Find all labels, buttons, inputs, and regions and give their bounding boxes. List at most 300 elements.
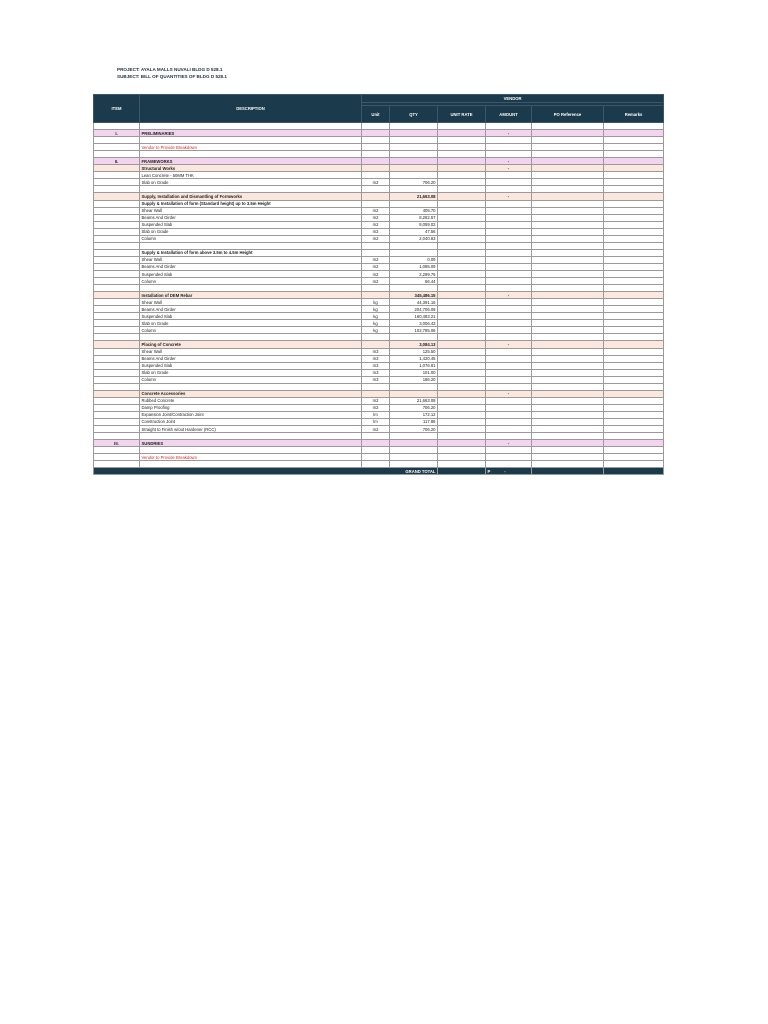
qty-cell	[390, 144, 438, 151]
unit-rate-cell	[438, 228, 486, 235]
po-reference-cell	[532, 207, 604, 214]
remarks-cell	[604, 341, 664, 348]
remarks-cell	[604, 390, 664, 397]
unit-rate-cell	[438, 130, 486, 137]
amount-cell: -	[486, 440, 532, 447]
qty-cell	[390, 390, 438, 397]
qty-cell	[390, 249, 438, 256]
qty-cell: 8,262.57	[390, 214, 438, 221]
amount-cell	[486, 348, 532, 355]
qty-cell	[390, 158, 438, 165]
item-cell	[94, 249, 140, 256]
unit-rate-cell	[438, 235, 486, 242]
document-header	[117, 67, 227, 80]
amount-cell: -	[486, 341, 532, 348]
unit-cell	[362, 433, 390, 440]
unit-cell: kg	[362, 327, 390, 334]
po-reference-cell	[532, 454, 604, 461]
description-cell: Column	[140, 235, 362, 242]
amount-cell	[486, 383, 532, 390]
qty-cell: 56.44	[390, 278, 438, 285]
po-reference-cell	[532, 123, 604, 130]
table-row	[94, 207, 664, 214]
amount-cell	[486, 137, 532, 144]
item-cell	[94, 327, 140, 334]
description-cell: Shear Wall	[140, 256, 362, 263]
unit-rate-cell	[438, 461, 486, 468]
po-reference-cell	[532, 228, 604, 235]
remarks-cell	[604, 285, 664, 292]
unit-cell: m3	[362, 348, 390, 355]
amount-cell: -	[486, 193, 532, 200]
unit-rate-cell	[438, 123, 486, 130]
table-row	[94, 376, 664, 383]
item-cell	[94, 418, 140, 425]
table-row	[94, 200, 664, 207]
blank-row	[94, 186, 664, 193]
description-cell: Beams And Girder	[140, 355, 362, 362]
grand-total-currency: P	[487, 468, 491, 474]
unit-cell: m3	[362, 362, 390, 369]
unit-cell	[362, 144, 390, 151]
unit-cell: m2	[362, 426, 390, 433]
amount-cell	[486, 320, 532, 327]
unit-cell	[362, 285, 390, 292]
description-cell: Suspended Slab	[140, 362, 362, 369]
unit-rate-cell	[438, 313, 486, 320]
remarks-cell	[604, 440, 664, 447]
item-cell	[94, 334, 140, 341]
item-cell	[94, 320, 140, 327]
amount-cell	[486, 200, 532, 207]
unit-cell	[362, 383, 390, 390]
po-reference-cell	[532, 235, 604, 242]
po-reference-cell	[532, 285, 604, 292]
po-reference-cell	[532, 313, 604, 320]
amount-cell	[486, 123, 532, 130]
item-cell	[94, 313, 140, 320]
grand-total-po-cell	[532, 468, 604, 475]
remarks-cell	[604, 151, 664, 158]
item-cell	[94, 433, 140, 440]
qty-cell	[390, 200, 438, 207]
remarks-cell	[604, 228, 664, 235]
po-reference-cell	[532, 306, 604, 313]
unit-cell: m2	[362, 404, 390, 411]
table-row	[94, 144, 664, 151]
qty-cell	[390, 242, 438, 249]
qty-cell: 101.00	[390, 369, 438, 376]
remarks-cell	[604, 158, 664, 165]
qty-cell: 3,006.43	[390, 320, 438, 327]
table-row	[94, 362, 664, 369]
item-cell	[94, 186, 140, 193]
table-body	[94, 123, 664, 468]
description-cell: Lean Concrete - 50MM THK	[140, 172, 362, 179]
unit-rate-cell	[438, 362, 486, 369]
item-cell	[94, 214, 140, 221]
unit-cell: m2	[362, 214, 390, 221]
po-reference-cell	[532, 137, 604, 144]
qty-cell: 1,420.45	[390, 355, 438, 362]
remarks-cell	[604, 292, 664, 299]
table-row	[94, 306, 664, 313]
amount-cell	[486, 404, 532, 411]
grand-total-label: GRAND TOTAL	[94, 468, 438, 475]
remarks-cell	[604, 404, 664, 411]
item-cell	[94, 426, 140, 433]
table-row	[94, 426, 664, 433]
amount-cell	[486, 186, 532, 193]
unit-rate-cell	[438, 193, 486, 200]
po-reference-cell	[532, 369, 604, 376]
unit-cell: kg	[362, 320, 390, 327]
description-cell: Installation of DEM Rebar	[140, 292, 362, 299]
description-cell: Expansion Joint/Contraction Joint	[140, 411, 362, 418]
unit-cell	[362, 200, 390, 207]
qty-cell: 1,085.09	[390, 263, 438, 270]
remarks-cell	[604, 242, 664, 249]
po-reference-cell	[532, 278, 604, 285]
description-cell: Supply, Installation and Dismantling of Formworks	[140, 193, 362, 200]
description-cell: Slab on Grade	[140, 369, 362, 376]
blank-row	[94, 461, 664, 468]
item-cell	[94, 376, 140, 383]
remarks-cell	[604, 306, 664, 313]
qty-cell: 21,663.08	[390, 397, 438, 404]
remarks-cell	[604, 327, 664, 334]
description-cell: Beams And Girder	[140, 306, 362, 313]
po-reference-cell	[532, 397, 604, 404]
unit-cell: m2	[362, 207, 390, 214]
description-cell: PRELIMINARIES	[140, 130, 362, 137]
blank-row	[94, 433, 664, 440]
unit-cell: m2	[362, 256, 390, 263]
remarks-cell	[604, 369, 664, 376]
item-cell	[94, 341, 140, 348]
remarks-cell	[604, 376, 664, 383]
po-reference-cell	[532, 158, 604, 165]
po-reference-cell	[532, 270, 604, 277]
item-cell	[94, 207, 140, 214]
remarks-cell	[604, 270, 664, 277]
table-row	[94, 278, 664, 285]
unit-rate-cell	[438, 263, 486, 270]
unit-cell	[362, 447, 390, 454]
table-row	[94, 348, 664, 355]
description-cell: Slab on Grade	[140, 228, 362, 235]
description-cell	[140, 447, 362, 454]
amount-cell	[486, 426, 532, 433]
po-reference-cell	[532, 433, 604, 440]
amount-cell	[486, 235, 532, 242]
unit-rate-cell	[438, 165, 486, 172]
blank-row	[94, 137, 664, 144]
qty-cell: 125.50	[390, 348, 438, 355]
table-row	[94, 249, 664, 256]
unit-rate-cell	[438, 447, 486, 454]
remarks-cell	[604, 426, 664, 433]
description-cell	[140, 461, 362, 468]
item-cell	[94, 221, 140, 228]
unit-rate-cell	[438, 256, 486, 263]
unit-rate-cell	[438, 320, 486, 327]
po-reference-cell	[532, 151, 604, 158]
amount-cell	[486, 376, 532, 383]
unit-rate-cell	[438, 151, 486, 158]
qty-cell: 117.88	[390, 418, 438, 425]
amount-cell	[486, 454, 532, 461]
description-cell	[140, 151, 362, 158]
grand-total-remarks-cell	[604, 468, 664, 475]
unit-rate-cell	[438, 348, 486, 355]
item-cell: III.	[94, 440, 140, 447]
item-cell	[94, 369, 140, 376]
unit-cell	[362, 137, 390, 144]
item-cell	[94, 144, 140, 151]
unit-rate-cell	[438, 369, 486, 376]
remarks-cell	[604, 123, 664, 130]
unit-rate-cell	[438, 404, 486, 411]
unit-rate-cell	[438, 397, 486, 404]
description-cell	[140, 334, 362, 341]
qty-cell: 21,663.08	[390, 193, 438, 200]
remarks-cell	[604, 348, 664, 355]
po-reference-cell	[532, 383, 604, 390]
description-cell: Suspended Slab	[140, 221, 362, 228]
table-row	[94, 299, 664, 306]
qty-cell: 3,084.13	[390, 341, 438, 348]
blank-row	[94, 447, 664, 454]
unit-rate-cell	[438, 341, 486, 348]
unit-rate-cell	[438, 158, 486, 165]
table-row	[94, 193, 664, 200]
amount-cell	[486, 179, 532, 186]
qty-cell	[390, 433, 438, 440]
amount-cell	[486, 418, 532, 425]
unit-cell	[362, 123, 390, 130]
unit-rate-cell	[438, 137, 486, 144]
unit-cell	[362, 341, 390, 348]
remarks-cell	[604, 397, 664, 404]
description-cell: Construction Joint	[140, 418, 362, 425]
remarks-cell	[604, 256, 664, 263]
unit-rate-cell	[438, 214, 486, 221]
amount-cell	[486, 172, 532, 179]
amount-cell	[486, 306, 532, 313]
header-item: ITEM	[94, 95, 140, 123]
description-cell: Vendor to Provide Breakdown	[140, 144, 362, 151]
qty-cell: 172.12	[390, 411, 438, 418]
blank-row	[94, 383, 664, 390]
unit-cell	[362, 151, 390, 158]
unit-rate-cell	[438, 383, 486, 390]
table-header	[94, 95, 664, 123]
po-reference-cell	[532, 179, 604, 186]
description-cell: Shear Wall	[140, 348, 362, 355]
description-cell: Concrete Accessories	[140, 390, 362, 397]
description-cell: Vendor to Provide Breakdown	[140, 454, 362, 461]
qty-cell: 405.70	[390, 207, 438, 214]
qty-cell	[390, 165, 438, 172]
amount-cell	[486, 327, 532, 334]
po-reference-cell	[532, 390, 604, 397]
blank-row	[94, 334, 664, 341]
po-reference-cell	[532, 355, 604, 362]
remarks-cell	[604, 299, 664, 306]
qty-cell: 8,059.02	[390, 221, 438, 228]
remarks-cell	[604, 355, 664, 362]
unit-cell: m3	[362, 376, 390, 383]
table-row	[94, 397, 664, 404]
po-reference-cell	[532, 362, 604, 369]
item-cell: I.	[94, 130, 140, 137]
unit-rate-cell	[438, 186, 486, 193]
amount-cell	[486, 263, 532, 270]
po-reference-cell	[532, 263, 604, 270]
qty-cell	[390, 130, 438, 137]
qty-cell: 102,785.06	[390, 327, 438, 334]
qty-cell	[390, 186, 438, 193]
table-row	[94, 454, 664, 461]
item-cell	[94, 228, 140, 235]
unit-cell: m2	[362, 263, 390, 270]
po-reference-cell	[532, 461, 604, 468]
remarks-cell	[604, 179, 664, 186]
item-cell	[94, 362, 140, 369]
po-reference-cell	[532, 144, 604, 151]
header-description: DESCRIPTION	[140, 95, 362, 123]
remarks-cell	[604, 320, 664, 327]
po-reference-cell	[532, 186, 604, 193]
unit-cell: m2	[362, 221, 390, 228]
header-vendor: VENDOR	[362, 95, 664, 103]
table-row	[94, 270, 664, 277]
table-row	[94, 158, 664, 165]
amount-cell	[486, 411, 532, 418]
table-row	[94, 404, 664, 411]
unit-rate-cell	[438, 376, 486, 383]
table-row	[94, 235, 664, 242]
header-remarks: Remarks	[604, 106, 664, 123]
amount-cell	[486, 207, 532, 214]
grand-total-amount	[486, 468, 532, 475]
table-row	[94, 256, 664, 263]
amount-cell	[486, 355, 532, 362]
description-cell	[140, 186, 362, 193]
header-qty: QTY	[390, 106, 438, 123]
table-row	[94, 355, 664, 362]
amount-cell	[486, 369, 532, 376]
description-cell: Slab on Grade	[140, 320, 362, 327]
description-cell: Straight to Finish w/out Hardener (RCC)	[140, 426, 362, 433]
remarks-cell	[604, 383, 664, 390]
description-cell: FRAMEWORKS	[140, 158, 362, 165]
description-cell: Structural Works	[140, 165, 362, 172]
remarks-cell	[604, 334, 664, 341]
subject-label: SUBJECT:	[117, 73, 140, 79]
unit-rate-cell	[438, 179, 486, 186]
qty-cell: 706.20	[390, 426, 438, 433]
unit-rate-cell	[438, 390, 486, 397]
amount-cell: -	[486, 130, 532, 137]
item-cell	[94, 397, 140, 404]
item-cell	[94, 235, 140, 242]
item-cell	[94, 348, 140, 355]
remarks-cell	[604, 172, 664, 179]
item-cell	[94, 285, 140, 292]
amount-cell	[486, 362, 532, 369]
item-cell	[94, 447, 140, 454]
qty-cell: 204,706.08	[390, 306, 438, 313]
unit-cell: m2	[362, 179, 390, 186]
remarks-cell	[604, 235, 664, 242]
item-cell	[94, 299, 140, 306]
blank-row	[94, 242, 664, 249]
item-cell	[94, 172, 140, 179]
po-reference-cell	[532, 193, 604, 200]
unit-cell	[362, 334, 390, 341]
unit-rate-cell	[438, 242, 486, 249]
unit-rate-cell	[438, 172, 486, 179]
table-row	[94, 327, 664, 334]
qty-cell: 186.20	[390, 376, 438, 383]
qty-cell	[390, 285, 438, 292]
unit-rate-cell	[438, 355, 486, 362]
remarks-cell	[604, 461, 664, 468]
po-reference-cell	[532, 172, 604, 179]
remarks-cell	[604, 144, 664, 151]
unit-rate-cell	[438, 327, 486, 334]
table-row	[94, 130, 664, 137]
po-reference-cell	[532, 426, 604, 433]
table-row	[94, 390, 664, 397]
qty-cell	[390, 454, 438, 461]
table-row	[94, 313, 664, 320]
unit-cell: lm	[362, 411, 390, 418]
unit-rate-cell	[438, 278, 486, 285]
description-cell: Rubbed Concrete	[140, 397, 362, 404]
unit-rate-cell	[438, 285, 486, 292]
description-cell: Beams And Girder	[140, 263, 362, 270]
unit-cell: m2	[362, 235, 390, 242]
description-cell: Shear Wall	[140, 299, 362, 306]
amount-cell	[486, 313, 532, 320]
unit-rate-cell	[438, 426, 486, 433]
item-cell	[94, 151, 140, 158]
description-cell: Damp Proofing	[140, 404, 362, 411]
item-cell	[94, 383, 140, 390]
table-row	[94, 221, 664, 228]
item-cell	[94, 242, 140, 249]
description-cell	[140, 137, 362, 144]
item-cell	[94, 292, 140, 299]
amount-cell	[486, 461, 532, 468]
remarks-cell	[604, 207, 664, 214]
description-cell: Slab on Grade	[140, 179, 362, 186]
qty-cell: 706.20	[390, 179, 438, 186]
item-cell	[94, 461, 140, 468]
amount-cell	[486, 214, 532, 221]
unit-cell	[362, 186, 390, 193]
blank-row	[94, 151, 664, 158]
po-reference-cell	[532, 418, 604, 425]
subject-line	[117, 74, 227, 81]
table-row	[94, 411, 664, 418]
remarks-cell	[604, 214, 664, 221]
unit-rate-cell	[438, 249, 486, 256]
qty-cell	[390, 461, 438, 468]
